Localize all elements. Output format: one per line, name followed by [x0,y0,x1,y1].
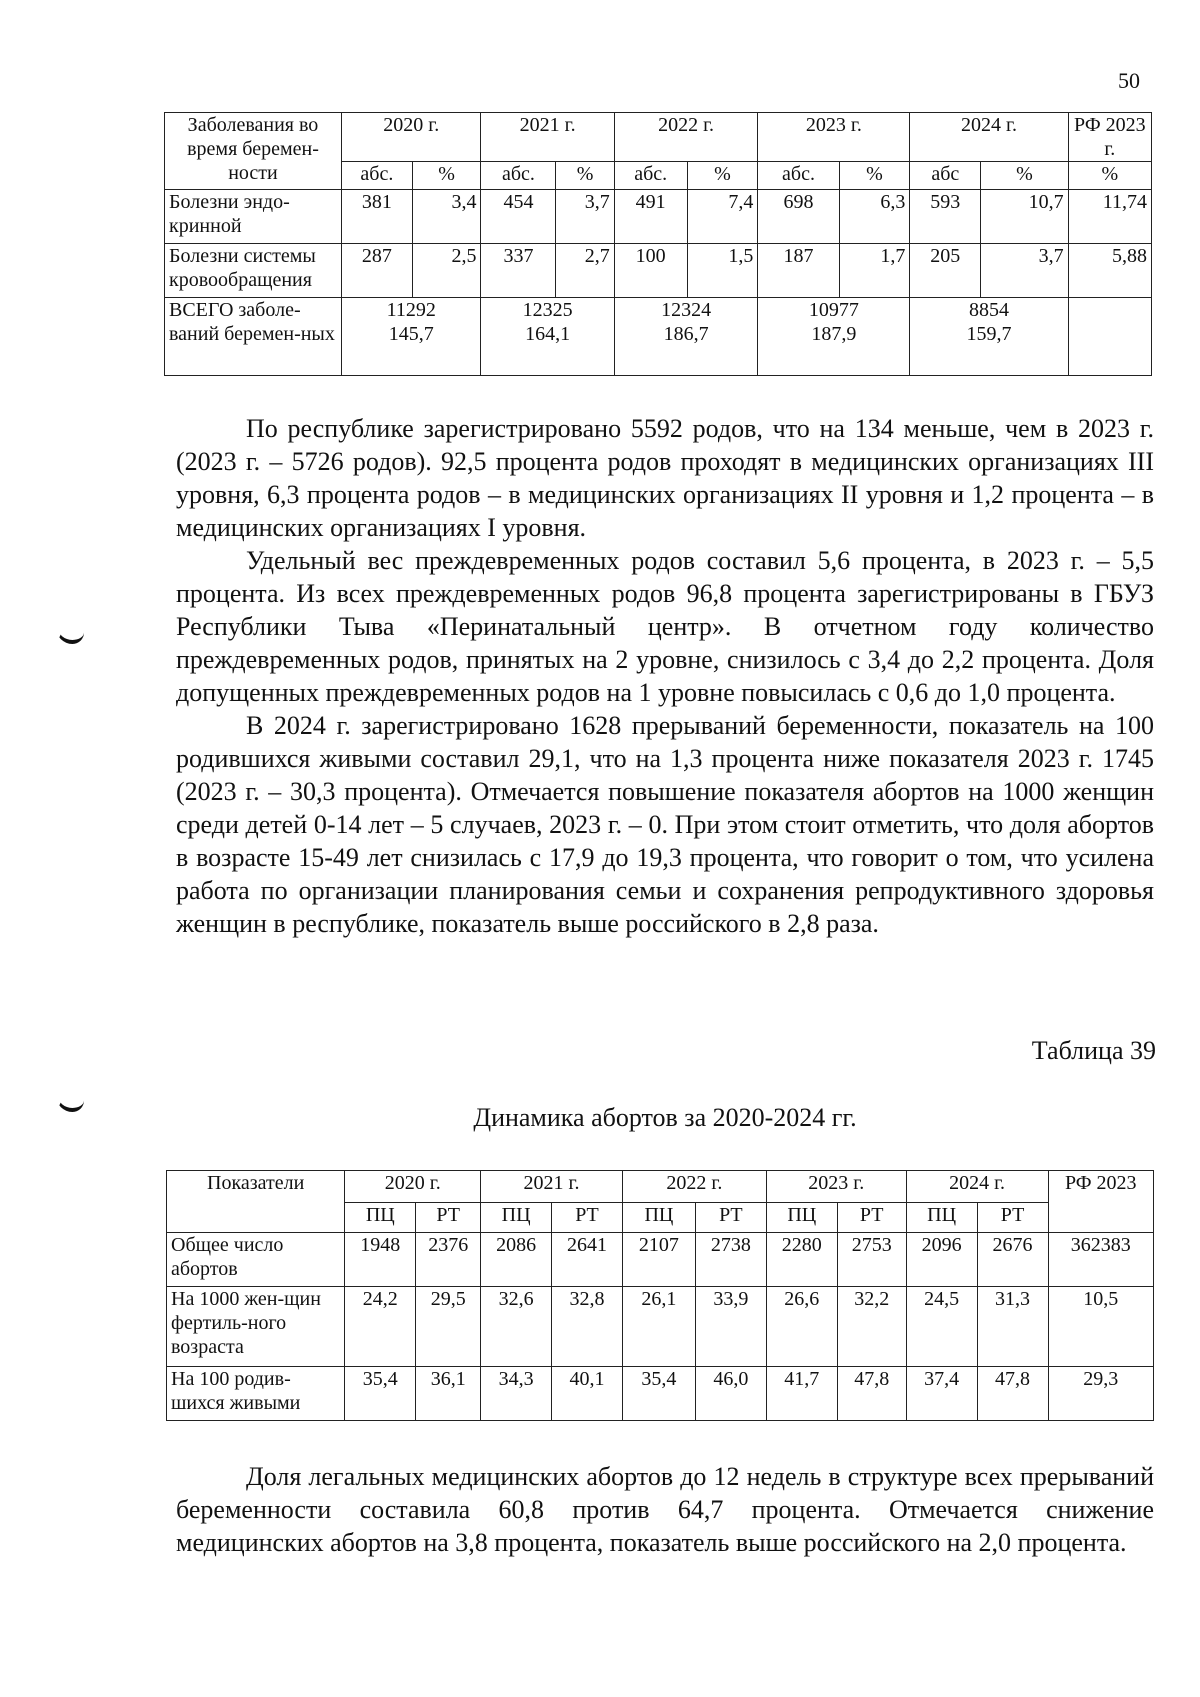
subheader-cell: РТ [552,1203,623,1233]
row-label: ВСЕГО заболе-ваний беремен-ных [165,298,342,376]
total-rate: 159,7 [966,323,1012,345]
total-rate: 164,1 [525,323,571,345]
table-cell: 2676 [977,1233,1048,1287]
year-header: 2020 г. [341,113,481,162]
row-label: Болезни эндо-кринной [165,190,342,244]
subheader-cell: абс [910,162,981,190]
paragraph: Удельный вес преждевременных родов составил 5,6 процента, в 2023 г. – 5,5 процента. Из всех преждевременных родов 96,8 процента зарегистрированы в ГБУЗ Республики Тыва «Перинатальный центр». В отчетном году количество преждевременных родов, принятых на 2 уровне, снизилось с 3,4 до 2,2 процента. Доля допущенных преждевременных родов на 1 уровне повысилась с 0,6 до 1,0 процента. [176,546,1154,707]
year-header: 2023 г. [758,113,910,162]
total-abs: 10977 [808,299,859,321]
table-cell: 491 [614,190,687,244]
table-cell: 37,4 [906,1367,977,1421]
rf-header: РФ 2023 [1048,1171,1154,1233]
page-number: 50 [1118,68,1140,93]
subheader-cell: % [839,162,910,190]
table-cell: 29,5 [416,1287,481,1367]
year-header: 2020 г. [345,1171,481,1203]
table-cell: 3,7 [556,190,614,244]
total-rate: 186,7 [663,323,709,345]
table-caption: Динамика абортов за 2020-2024 гг. [473,1103,857,1132]
table-cell: 32,6 [481,1287,552,1367]
table-cell: 2753 [837,1233,906,1287]
subheader-cell: РТ [977,1203,1048,1233]
table-cell: 46,0 [695,1367,766,1421]
table-cell: 5,88 [1068,244,1151,298]
table-cell: 24,2 [345,1287,416,1367]
table-cell: 10,5 [1048,1287,1154,1367]
table-cell: 2,5 [412,244,481,298]
table-cell: 31,3 [977,1287,1048,1367]
year-header: 2023 г. [766,1171,906,1203]
table-cell [1068,298,1151,376]
table-cell: 35,4 [622,1367,695,1421]
table-header-cell: Заболевания во время беремен-ности [165,113,342,190]
table-cell: 381 [341,190,412,244]
total-rate: 187,9 [811,323,857,345]
subheader-cell: абс. [758,162,839,190]
row-label: Общее число абортов [167,1233,345,1287]
subheader-cell: ПЦ [906,1203,977,1233]
table-cell: 362383 [1048,1233,1154,1287]
abortion-dynamics-table [166,1170,1154,1421]
table-cell: 698 [758,190,839,244]
table-row [165,190,1152,244]
paragraph: По республике зарегистрировано 5592 родов, что на 134 меньше, чем в 2023 г. (2023 г. – 5726 родов). 92,5 процента родов проходят в медицинских организациях III уровня, 6,3 процента родов – в медицинских организациях II уровня и 1,2 процента – в медицинских организациях I уровня. [176,414,1154,542]
table-cell: 32,2 [837,1287,906,1367]
year-header: 2021 г. [481,113,614,162]
table-cell: 187 [758,244,839,298]
total-cell [758,298,910,376]
table-cell: 47,8 [977,1367,1048,1421]
table-cell: 24,5 [906,1287,977,1367]
row-label: На 1000 жен-щин фертиль-ного возраста [167,1287,345,1367]
table-cell: 3,7 [981,244,1068,298]
total-cell [341,298,481,376]
subheader-cell: РТ [416,1203,481,1233]
body-text-2 [176,1460,1154,1559]
table-cell: 1948 [345,1233,416,1287]
subheader-cell: ПЦ [622,1203,695,1233]
total-abs: 8854 [969,299,1010,321]
total-abs: 12324 [661,299,712,321]
table-cell: 41,7 [766,1367,837,1421]
table-row [167,1367,1154,1421]
table-cell: 6,3 [839,190,910,244]
table-cell: 35,4 [345,1367,416,1421]
table-cell: 100 [614,244,687,298]
pregnancy-diseases-table [164,112,1152,376]
table-cell: 2738 [695,1233,766,1287]
subheader-cell: % [981,162,1068,190]
subheader-cell: абс. [341,162,412,190]
subheader-cell: ПЦ [481,1203,552,1233]
body-text-1 [176,412,1154,940]
total-cell [910,298,1068,376]
margin-mark [56,626,84,644]
table-cell: 1,7 [839,244,910,298]
subheader-cell: абс. [481,162,556,190]
total-rate: 145,7 [388,323,434,345]
table-header-cell: Показатели [167,1171,345,1233]
table-row [165,298,1152,376]
table-cell: 2107 [622,1233,695,1287]
year-header: 2024 г. [906,1171,1048,1203]
subheader-cell: РТ [837,1203,906,1233]
table-cell: 287 [341,244,412,298]
table-cell: 2376 [416,1233,481,1287]
subheader-cell: абс. [614,162,687,190]
year-header: 2021 г. [481,1171,623,1203]
table-cell: 33,9 [695,1287,766,1367]
paragraph: Доля легальных медицинских абортов до 12 недель в структуре всех прерываний беременности составила 60,8 против 64,7 процента. Отмечается снижение медицинских абортов на 3,8 процента, показатель выше российского на 2,0 процента. [176,1462,1154,1557]
subheader-cell: % [412,162,481,190]
year-header: 2024 г. [910,113,1068,162]
table-row [167,1287,1154,1367]
year-header: 2022 г. [622,1171,766,1203]
table-label: Таблица 39 [1031,1036,1156,1065]
total-abs: 11292 [386,299,436,321]
table-cell: 2280 [766,1233,837,1287]
table-row [165,244,1152,298]
table-cell: 36,1 [416,1367,481,1421]
year-header: 2022 г. [614,113,758,162]
subheader-cell: % [556,162,614,190]
total-cell [481,298,614,376]
total-cell [614,298,758,376]
table-cell: 1,5 [687,244,758,298]
subheader-cell: ПЦ [345,1203,416,1233]
table-cell: 26,1 [622,1287,695,1367]
table-cell: 34,3 [481,1367,552,1421]
table-cell: 454 [481,190,556,244]
table-cell: 2,7 [556,244,614,298]
table-cell: 205 [910,244,981,298]
subheader-cell: ПЦ [766,1203,837,1233]
row-label: На 100 родив-шихся живыми [167,1367,345,1421]
total-abs: 12325 [522,299,573,321]
subheader-cell: РТ [695,1203,766,1233]
subheader-cell: % [687,162,758,190]
table-cell: 337 [481,244,556,298]
row-label: Болезни системы кровообращения [165,244,342,298]
table-cell: 32,8 [552,1287,623,1367]
table-cell: 2086 [481,1233,552,1287]
table-cell: 47,8 [837,1367,906,1421]
rf-header: РФ 2023 г. [1068,113,1151,162]
table-cell: 2641 [552,1233,623,1287]
table-cell: 11,74 [1068,190,1151,244]
table-cell: 3,4 [412,190,481,244]
table-row [167,1233,1154,1287]
table-cell: 10,7 [981,190,1068,244]
table-cell: 593 [910,190,981,244]
paragraph: В 2024 г. зарегистрировано 1628 прерываний беременности, показатель на 100 родившихся живыми составил 29,1, что на 1,3 процента ниже показателя 2023 г. 1745 (2023 г. – 30,3 процента). Отмечается повышение показателя абортов на 1000 женщин среди детей 0-14 лет – 5 случаев, 2023 г. – 0. При этом стоит отметить, что доля абортов в возрасте 15-49 лет снизилась с 17,9 до 19,3 процента, что говорит о том, что усилена работа по организации планирования семьи и сохранения репродуктивного здоровья женщин в республике, показатель выше российского в 2,8 раза. [176,711,1154,938]
subheader-cell: % [1068,162,1151,190]
table-cell: 7,4 [687,190,758,244]
table-cell: 26,6 [766,1287,837,1367]
table-cell: 2096 [906,1233,977,1287]
table-cell: 40,1 [552,1367,623,1421]
table-cell: 29,3 [1048,1367,1154,1421]
